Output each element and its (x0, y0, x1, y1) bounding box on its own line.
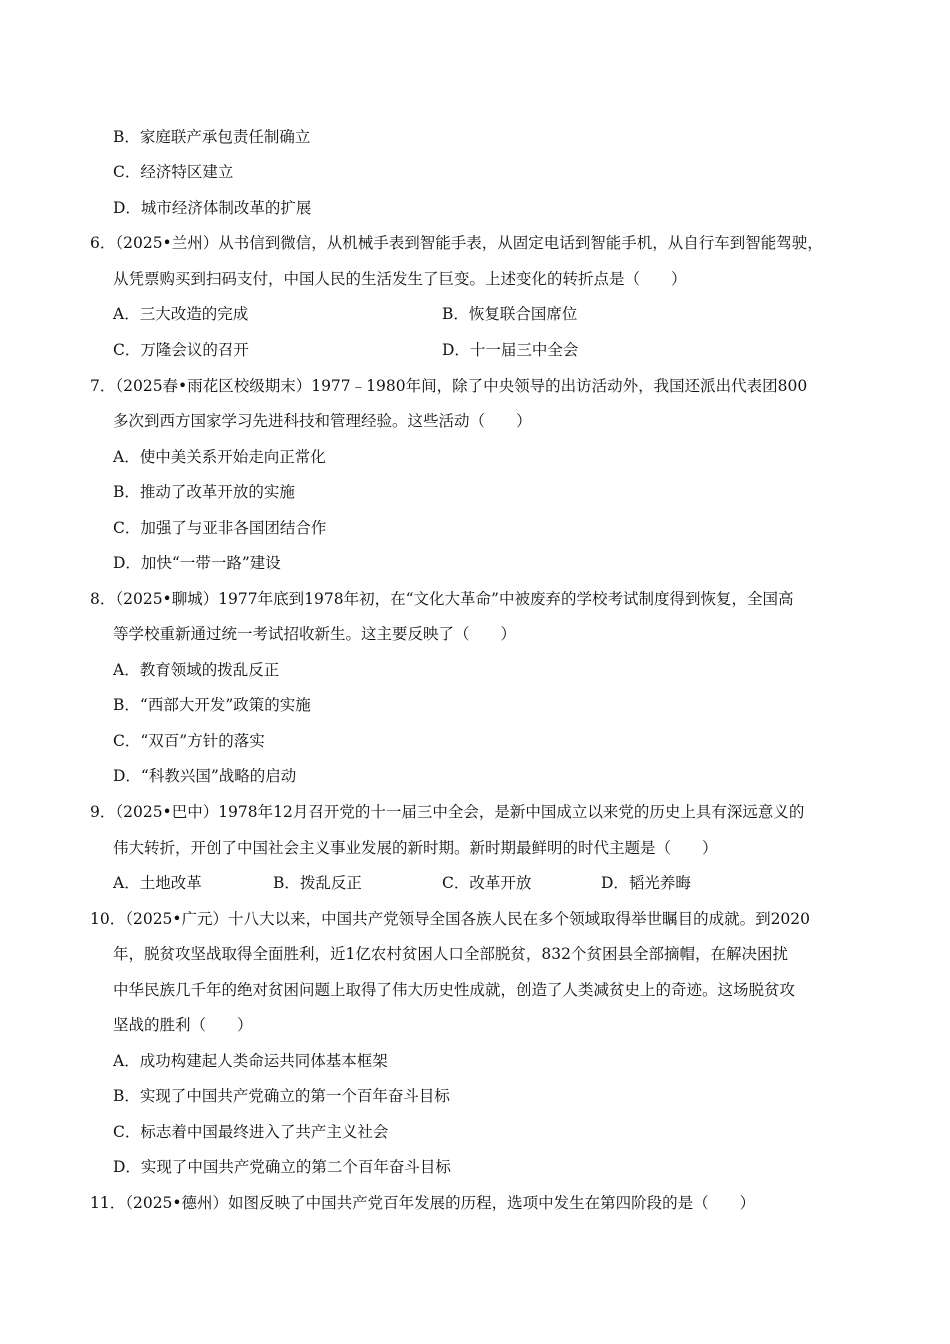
q10-stem-line4: 坚战的胜利（ ） (113, 1016, 253, 1034)
q10-option-b: B．实现了中国共产党确立的第一个百年奋斗目标 (113, 1087, 450, 1105)
q9-option-a: A．土地改革 (113, 874, 202, 892)
q9-option-b: B．拨乱反正 (273, 874, 362, 892)
q10-stem-line3: 中华民族几千年的绝对贫困问题上取得了伟大历史性成就，创造了人类减贫史上的奇迹。这场脱贫攻 (113, 981, 796, 999)
q6-stem-line1: 6．（2025•兰州）从书信到微信，从机械手表到智能手表，从固定电话到智能手机，从自行车到智能驾驶， (90, 234, 823, 252)
q7-stem-line1: 7．（2025春•雨花区校级期末）1977﹣1980年间，除了中央领导的出访活动外，我国还派出代表团800 (90, 377, 808, 395)
q8-option-c: C．“双百”方针的落实 (113, 732, 265, 750)
q7-option-a: A．使中美关系开始走向正常化 (113, 448, 326, 466)
q8-stem-line1: 8．（2025•聊城）1977年底到1978年初，在“文化大革命”中被废弃的学校考试制度得到恢复，全国高 (90, 590, 794, 608)
q10-stem-line1: 10．（2025•广元）十八大以来，中国共产党领导全国各族人民在多个领域取得举世瞩目的成就。到2020 (90, 910, 811, 928)
q11-stem-line1: 11．（2025•德州）如图反映了中国共产党百年发展的历程，选项中发生在第四阶段的是（ ） (90, 1194, 756, 1212)
q10-option-c: C．标志着中国最终进入了共产主义社会 (113, 1123, 389, 1141)
q8-option-a: A．教育领域的拨乱反正 (113, 661, 280, 679)
q6-option-a: A．三大改造的完成 (113, 305, 249, 323)
q8-option-d: D．“科教兴国”战略的启动 (113, 767, 297, 785)
q7-option-d: D．加快“一带一路”建设 (113, 554, 281, 572)
q9-stem-line1: 9．（2025•巴中）1978年12月召开党的十一届三中全会，是新中国成立以来党的历史上具有深远意义的 (90, 803, 805, 821)
q7-option-b: B．推动了改革开放的实施 (113, 483, 295, 501)
q9-option-d: D．韬光养晦 (601, 874, 691, 892)
q8-option-b: B．“西部大开发”政策的实施 (113, 696, 311, 714)
q10-option-a: A．成功构建起人类命运共同体基本框架 (113, 1052, 388, 1070)
q10-stem-line2: 年，脱贫攻坚战取得全面胜利，近1亿农村贫困人口全部脱贫，832个贫困县全部摘帽，在解决困扰 (113, 945, 788, 963)
q6-option-c: C．万隆会议的召开 (113, 341, 249, 359)
q8-stem-line2: 等学校重新通过统一考试招收新生。这主要反映了（ ） (113, 625, 517, 643)
prev-option-c: C．经济特区建立 (113, 163, 234, 181)
q7-stem-line2: 多次到西方国家学习先进科技和管理经验。这些活动（ ） (113, 412, 532, 430)
q9-option-c: C．改革开放 (442, 874, 532, 892)
prev-option-b: B．家庭联产承包责任制确立 (113, 128, 311, 146)
q6-option-d: D．十一届三中全会 (442, 341, 579, 359)
prev-option-d: D．城市经济体制改革的扩展 (113, 199, 312, 217)
q10-option-d: D．实现了中国共产党确立的第二个百年奋斗目标 (113, 1158, 451, 1176)
q7-option-c: C．加强了与亚非各国团结合作 (113, 519, 327, 537)
q6-option-b: B．恢复联合国席位 (442, 305, 578, 323)
q6-stem-line2: 从凭票购买到扫码支付，中国人民的生活发生了巨变。上述变化的转折点是（ ） (113, 270, 687, 288)
q9-stem-line2: 伟大转折，开创了中国社会主义事业发展的新时期。新时期最鲜明的时代主题是（ ） (113, 839, 718, 857)
